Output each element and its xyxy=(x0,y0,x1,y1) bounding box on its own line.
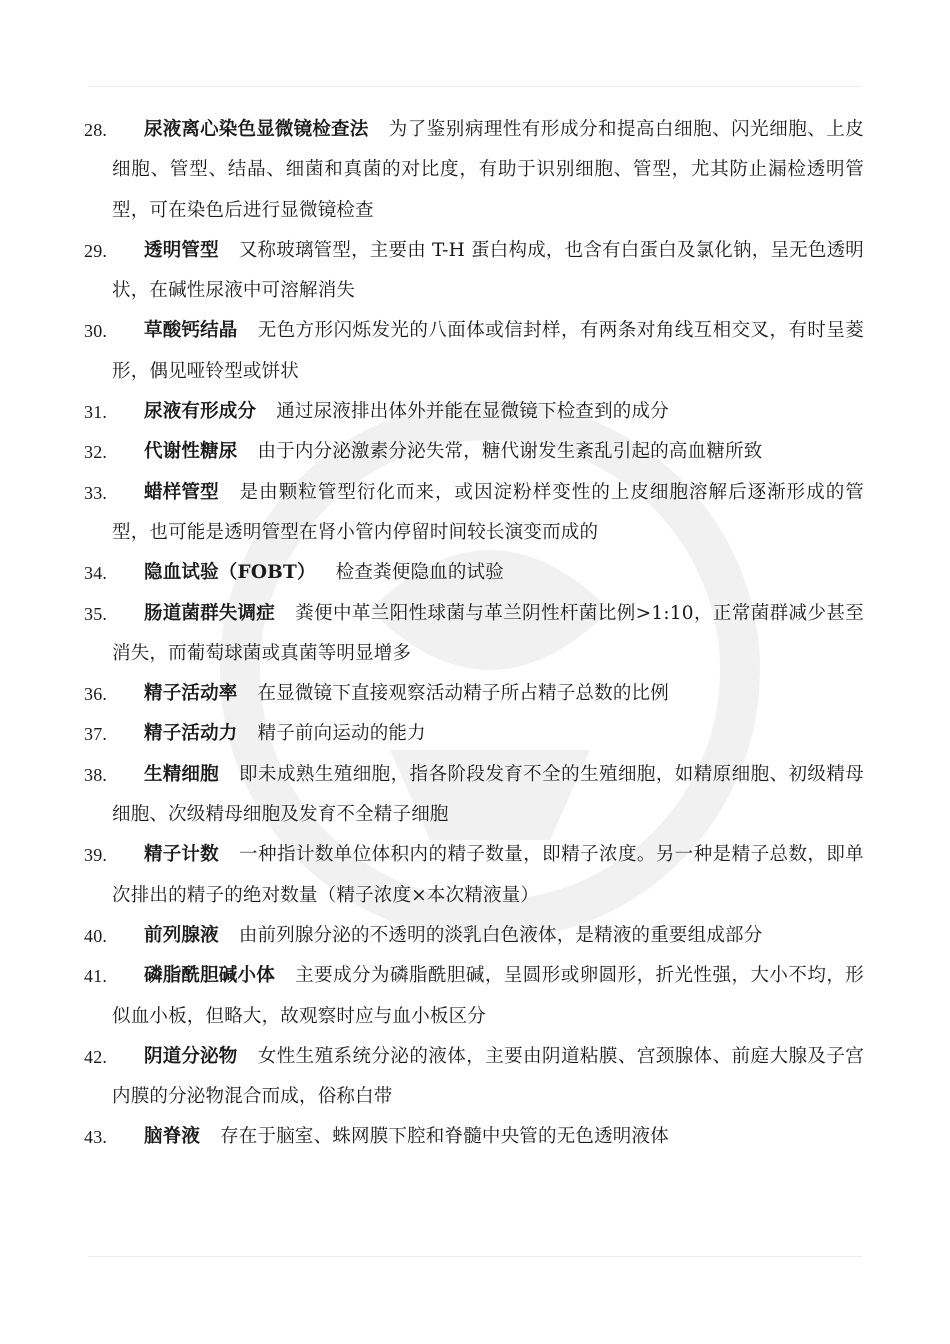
glossary-entry xyxy=(84,594,864,675)
entry-term: 磷脂酰胆碱小体 xyxy=(144,965,275,987)
glossary-entry xyxy=(84,1037,864,1118)
glossary-entry xyxy=(84,1117,864,1157)
entry-term: 精子计数 xyxy=(144,844,219,866)
entry-definition: 精子前向运动的能力 xyxy=(257,723,426,745)
entry-number: 34. xyxy=(84,563,108,584)
header-rule xyxy=(88,86,862,87)
footer-rule xyxy=(88,1256,862,1257)
entry-number: 29. xyxy=(84,240,108,261)
entry-term: 生精细胞 xyxy=(144,763,219,785)
entry-definition: 女性生殖系统分泌的液体，主要由阴道粘膜、宫颈腺体、前庭大腺及子宫内膜的分泌物混合而成，俗称白带 xyxy=(112,1045,864,1108)
entry-term: 阴道分泌物 xyxy=(144,1045,238,1067)
entry-definition: 无色方形闪烁发光的八面体或信封样，有两条对角线互相交叉，有时呈菱形，偶见哑铃型或饼状 xyxy=(112,320,864,382)
glossary-entry xyxy=(84,110,864,231)
entry-number: 43. xyxy=(84,1127,108,1148)
entry-number: 36. xyxy=(84,684,108,705)
entry-number: 39. xyxy=(84,845,108,866)
entry-term: 尿液离心染色显微镜检查法 xyxy=(144,119,369,140)
glossary-entry xyxy=(84,916,864,956)
glossary-entry xyxy=(84,714,864,754)
entry-number: 37. xyxy=(84,724,108,745)
entry-definition: 又称玻璃管型，主要由 T-H 蛋白构成，也含有白蛋白及氯化钠，呈无色透明状，在碱性尿液中可溶解消失 xyxy=(112,239,864,302)
entry-definition: 由前列腺分泌的不透明的淡乳白色液体，是精液的重要组成部分 xyxy=(238,924,763,946)
entry-number: 38. xyxy=(84,764,108,785)
glossary-entry xyxy=(84,311,864,392)
entry-definition: 一种指计数单位体积内的精子数量，即精子浓度。另一种是精子总数，即单次排出的精子的绝对数量（精子浓度×本次精液量） xyxy=(112,844,864,906)
glossary-entry xyxy=(84,755,864,836)
entry-term: 尿液有形成分 xyxy=(144,401,257,423)
entry-definition: 粪便中革兰阳性球菌与革兰阴性杆菌比例>1:10，正常菌群减少甚至消失，而葡萄球菌或真菌等明显增多 xyxy=(112,602,864,664)
glossary-entry xyxy=(84,231,864,312)
entry-number: 40. xyxy=(84,925,108,946)
entry-term: 草酸钙结晶 xyxy=(144,320,238,342)
entry-definition: 在显微镜下直接观察活动精子所占精子总数的比例 xyxy=(257,683,669,705)
glossary-entry xyxy=(84,674,864,714)
entry-term: 透明管型 xyxy=(144,239,219,261)
glossary-list xyxy=(84,110,864,1158)
glossary-entry xyxy=(84,835,864,916)
entry-number: 28. xyxy=(84,120,108,140)
entry-definition: 存在于脑室、蛛网膜下腔和脊髓中央管的无色透明液体 xyxy=(220,1126,669,1148)
entry-term: 代谢性糖尿 xyxy=(144,441,238,463)
entry-definition: 由于内分泌激素分泌失常，糖代谢发生紊乱引起的高血糖所致 xyxy=(257,441,763,463)
glossary-entry xyxy=(84,956,864,1037)
entry-number: 32. xyxy=(84,442,108,463)
entry-number: 41. xyxy=(84,966,108,987)
entry-term: 蜡样管型 xyxy=(144,481,219,503)
entry-number: 30. xyxy=(84,321,108,342)
entry-definition: 主要成分为磷脂酰胆碱，呈圆形或卵圆形，折光性强，大小不均，形似血小板，但略大，故观察时应与血小板区分 xyxy=(112,965,864,1027)
entry-definition: 通过尿液排出体外并能在显微镜下检查到的成分 xyxy=(276,401,669,423)
entry-term: 肠道菌群失调症 xyxy=(144,602,275,624)
entry-definition: 即未成熟生殖细胞，指各阶段发育不全的生殖细胞，如精原细胞、初级精母细胞、次级精母细胞及发育不全精子细胞 xyxy=(112,763,864,826)
glossary-entry xyxy=(84,392,864,432)
entry-number: 31. xyxy=(84,402,108,423)
entry-number: 35. xyxy=(84,603,108,624)
entry-definition: 检查粪便隐血的试验 xyxy=(335,562,504,584)
entry-term: 精子活动率 xyxy=(144,683,238,705)
entry-number: 42. xyxy=(84,1046,108,1067)
entry-definition: 是由颗粒管型衍化而来，或因淀粉样变性的上皮细胞溶解后逐渐形成的管型，也可能是透明管型在肾小管内停留时间较长演变而成的 xyxy=(112,481,864,543)
glossary-entry xyxy=(84,473,864,554)
glossary-entry xyxy=(84,553,864,593)
entry-number: 33. xyxy=(84,482,108,503)
entry-term: 精子活动力 xyxy=(144,723,238,745)
entry-term: 隐血试验（FOBT） xyxy=(144,562,316,584)
glossary-entry xyxy=(84,432,864,472)
entry-term: 脑脊液 xyxy=(144,1126,201,1148)
entry-term: 前列腺液 xyxy=(144,924,219,946)
entry-definition: 为了鉴别病理性有形成分和提高白细胞、闪光细胞、上皮细胞、管型、结晶、细菌和真菌的对比度，有助于识别细胞、管型，尤其防止漏检透明管型，可在染色后进行显微镜检查 xyxy=(112,119,864,221)
